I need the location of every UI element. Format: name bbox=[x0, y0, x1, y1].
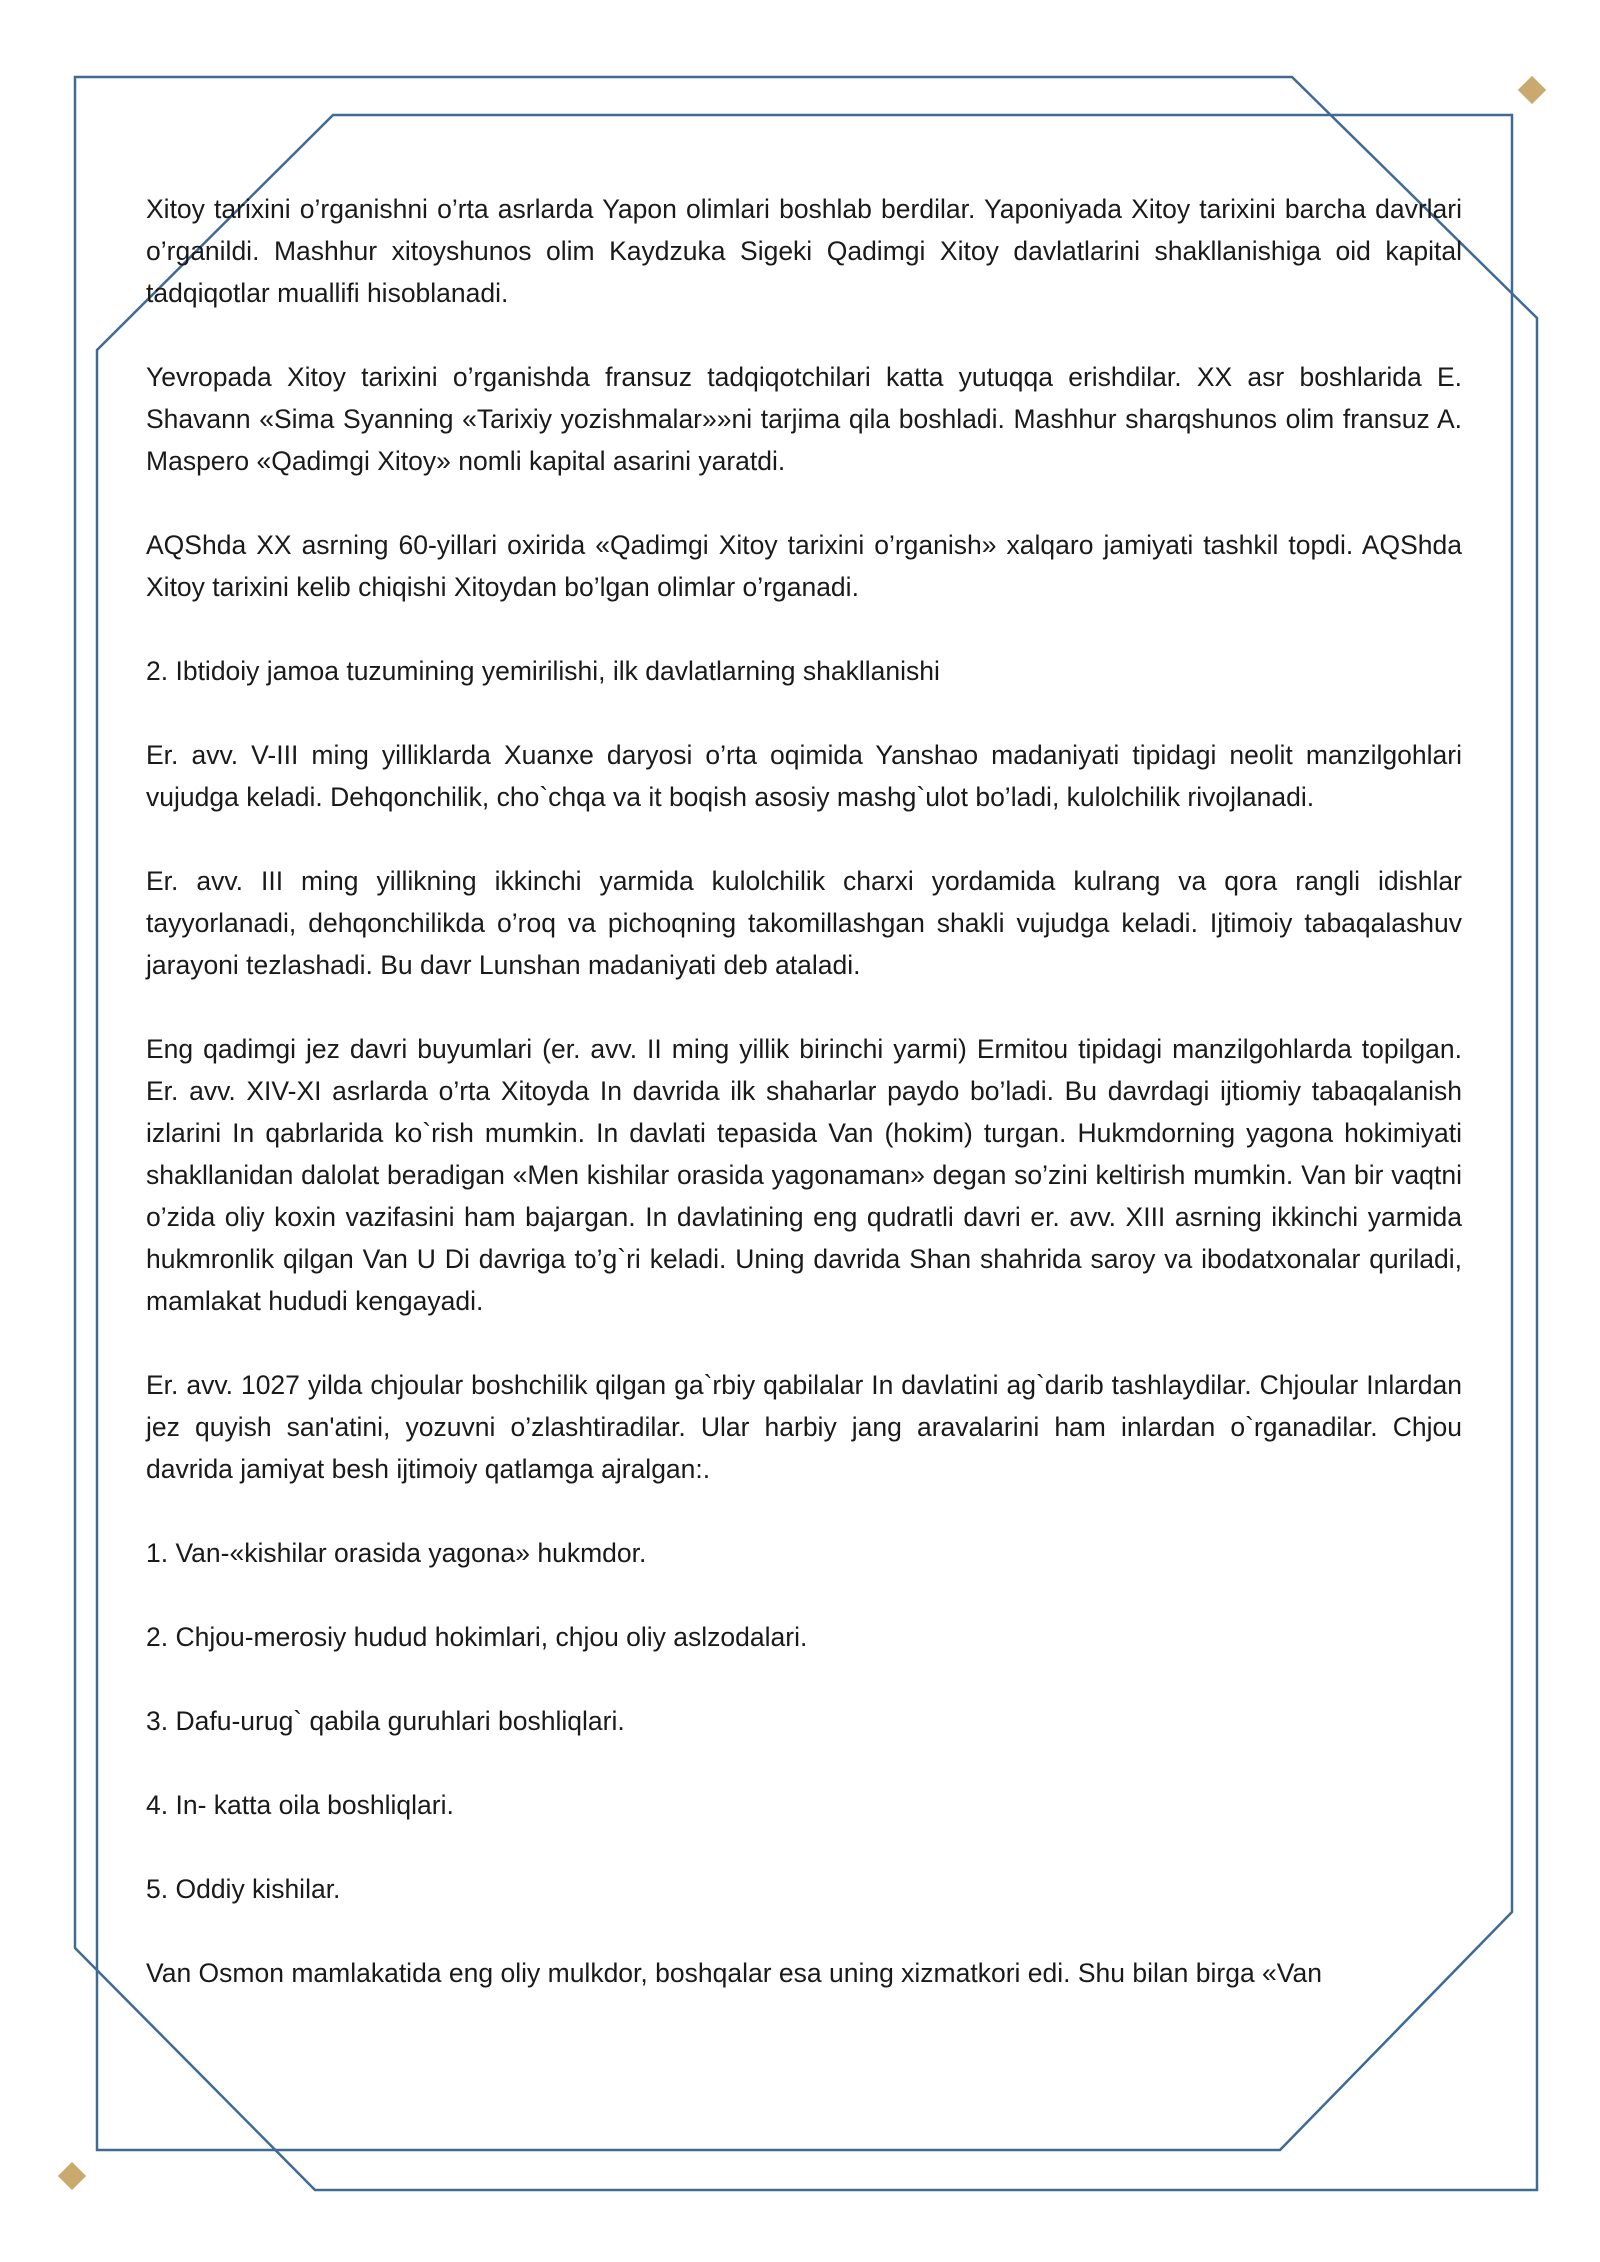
list-item: 1. Van-«kishilar orasida yagona» hukmdor. bbox=[146, 1538, 647, 1568]
paragraph: Van Osmon mamlakatida eng oliy mulkdor, boshqalar esa uning xizmatkori edi. Shu bilan birga «Van bbox=[146, 1958, 1322, 1988]
paragraph: Xitoy tarixini o’rganishni o’rta asrlarda Yapon olimlari boshlab berdilar. Yaponiyada Xitoy tarixini barcha davrlari o’rganildi. Mashhur xitoyshunos olim Kaydzuka Sigeki Qadimgi Xitoy davlatlarini shakllanishiga oid kapital tadqiqotlar muallifi hisoblanadi. bbox=[146, 194, 1462, 308]
document-body bbox=[146, 188, 1462, 2036]
diamond-ornament-bottom-left bbox=[58, 2162, 86, 2190]
paragraph: Er. avv. 1027 yilda chjoular boshchilik qilgan ga`rbiy qabilalar In davlatini ag`darib tashlaydilar. Chjoular Inlardan jez quyish san'atini, yozuvni o’zlashtiradilar. Ular harbiy jang aravalarini ham inlardan o`rganadilar. Chjou davrida jamiyat besh ijtimoiy qatlamga ajralgan:. bbox=[146, 1370, 1462, 1484]
paragraph: AQShda XX asrning 60-yillari oxirida «Qadimgi Xitoy tarixini o’rganish» xalqaro jamiyati tashkil topdi. AQShda Xitoy tarixini kelib chiqishi Xitoydan bo’lgan olimlar o’rganadi. bbox=[146, 530, 1462, 602]
list-item: 2. Chjou-merosiy hudud hokimlari, chjou oliy aslzodalari. bbox=[146, 1622, 808, 1652]
list-item: 3. Dafu-urug` qabila guruhlari boshliqlari. bbox=[146, 1706, 625, 1736]
paragraph: Er. avv. III ming yillikning ikkinchi yarmida kulolchilik charxi yordamida kulrang va qora rangli idishlar tayyorlanadi, dehqonchilikda o’roq va pichoqning takomillashgan shakli vujudga keladi. Ijtimoiy tabaqalashuv jarayoni tezlashadi. Bu davr Lunshan madaniyati deb ataladi. bbox=[146, 866, 1462, 980]
paragraph: Er. avv. V-III ming yilliklarda Xuanxe daryosi o’rta oqimida Yanshao madaniyati tipidagi neolit manzilgohlari vujudga keladi. Dehqonchilik, cho`chqa va it boqish asosiy mashg`ulot bo’ladi, kulolchilik rivojlanadi. bbox=[146, 740, 1462, 812]
list-item: 5. Oddiy kishilar. bbox=[146, 1874, 341, 1904]
list-item: 4. In- katta oila boshliqlari. bbox=[146, 1790, 454, 1820]
section-heading: 2. Ibtidoiy jamoa tuzumining yemirilishi, ilk davlatlarning shakllanishi bbox=[146, 656, 940, 686]
diamond-ornament-top-right bbox=[1518, 76, 1546, 104]
paragraph: Yevropada Xitoy tarixini o’rganishda fransuz tadqiqotchilari katta yutuqqa erishdilar. XX asr boshlarida E. Shavann «Sima Syanning «Tarixiy yozishmalar»»ni tarjima qila boshladi. Mashhur sharqshunos olim fransuz A. Maspero «Qadimgi Xitoy» nomli kapital asarini yaratdi. bbox=[146, 362, 1462, 476]
paragraph: Eng qadimgi jez davri buyumlari (er. avv. II ming yillik birinchi yarmi) Ermitou tipidagi manzilgohlarda topilgan. Er. avv. XIV-XI asrlarda o’rta Xitoyda In davrida ilk shaharlar paydo bo’ladi. Bu davrdagi ijtiomiy tabaqalanish izlarini In qabrlarida ko`rish mumkin. In davlati tepasida Van (hokim) turgan. Hukmdorning yagona hokimiyati shakllanidan dalolat beradigan «Men kishilar orasida yagonaman» degan so’zini keltirish mumkin. Van bir vaqtni o’zida oliy koxin vazifasini ham bajargan. In davlatining eng qudratli davri er. avv. XIII asrning ikkinchi yarmida hukmronlik qilgan Van U Di davriga to’g`ri keladi. Uning davrida Shan shahrida saroy va ibodatxonalar quriladi, mamlakat hududi kengayadi. bbox=[146, 1034, 1462, 1316]
